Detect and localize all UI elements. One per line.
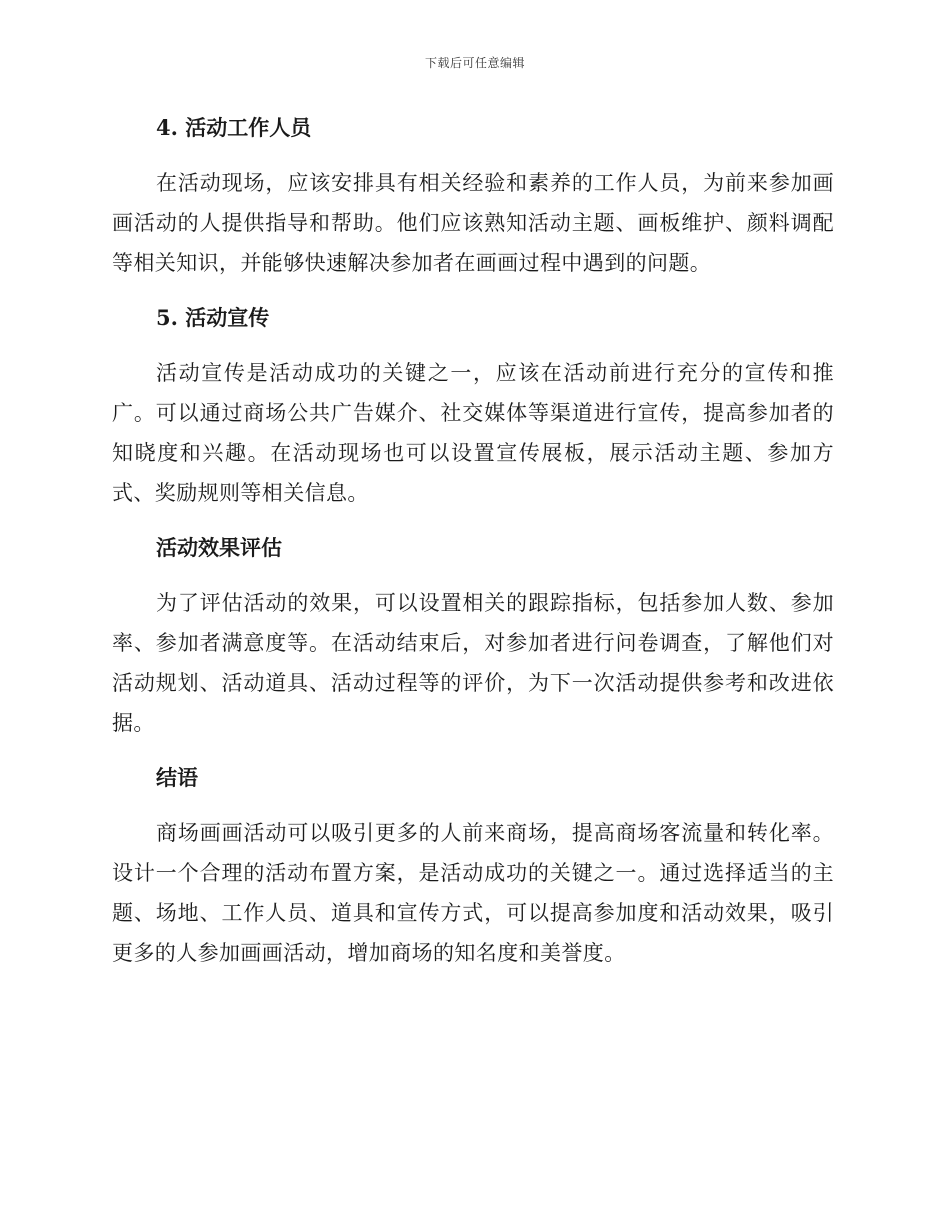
section-paragraph-staff: 在活动现场，应该安排具有相关经验和素养的工作人员，为前来参加画画活动的人提供指导和帮助。他们应该熟知活动主题、画板维护、颜料调配等相关知识，并能够快速解决参加者在画画过程中遇到的问题。 — [112, 171, 834, 275]
section-paragraph-conclusion: 商场画画活动可以吸引更多的人前来商场，提高商场客流量和转化率。设计一个合理的活动布置方案，是活动成功的关键之一。通过选择适当的主题、场地、工作人员、道具和宣传方式，可以提高参加度和活动效果，吸引更多的人参加画画活动，增加商场的知名度和美誉度。 — [112, 821, 834, 965]
section-heading-promotion: 5. 活动宣传 — [156, 305, 270, 330]
section-heading-conclusion: 结语 — [156, 765, 198, 790]
section-paragraph-evaluation: 为了评估活动的效果，可以设置相关的跟踪指标，包括参加人数、参加率、参加者满意度等。在活动结束后，对参加者进行问卷调查，了解他们对活动规划、活动道具、活动过程等的评价，为下一次活动提供参考和改进依据。 — [112, 591, 834, 735]
section-heading-staff: 4. 活动工作人员 — [156, 115, 312, 140]
document-body — [112, 108, 834, 973]
section-paragraph-promotion: 活动宣传是活动成功的关键之一，应该在活动前进行充分的宣传和推广。可以通过商场公共广告媒介、社交媒体等渠道进行宣传，提高参加者的知晓度和兴趣。在活动现场也可以设置宣传展板，展示活动主题、参加方式、奖励规则等相关信息。 — [112, 361, 834, 505]
page-header: 下载后可任意编辑 — [424, 56, 525, 70]
section-heading-evaluation: 活动效果评估 — [156, 535, 282, 560]
